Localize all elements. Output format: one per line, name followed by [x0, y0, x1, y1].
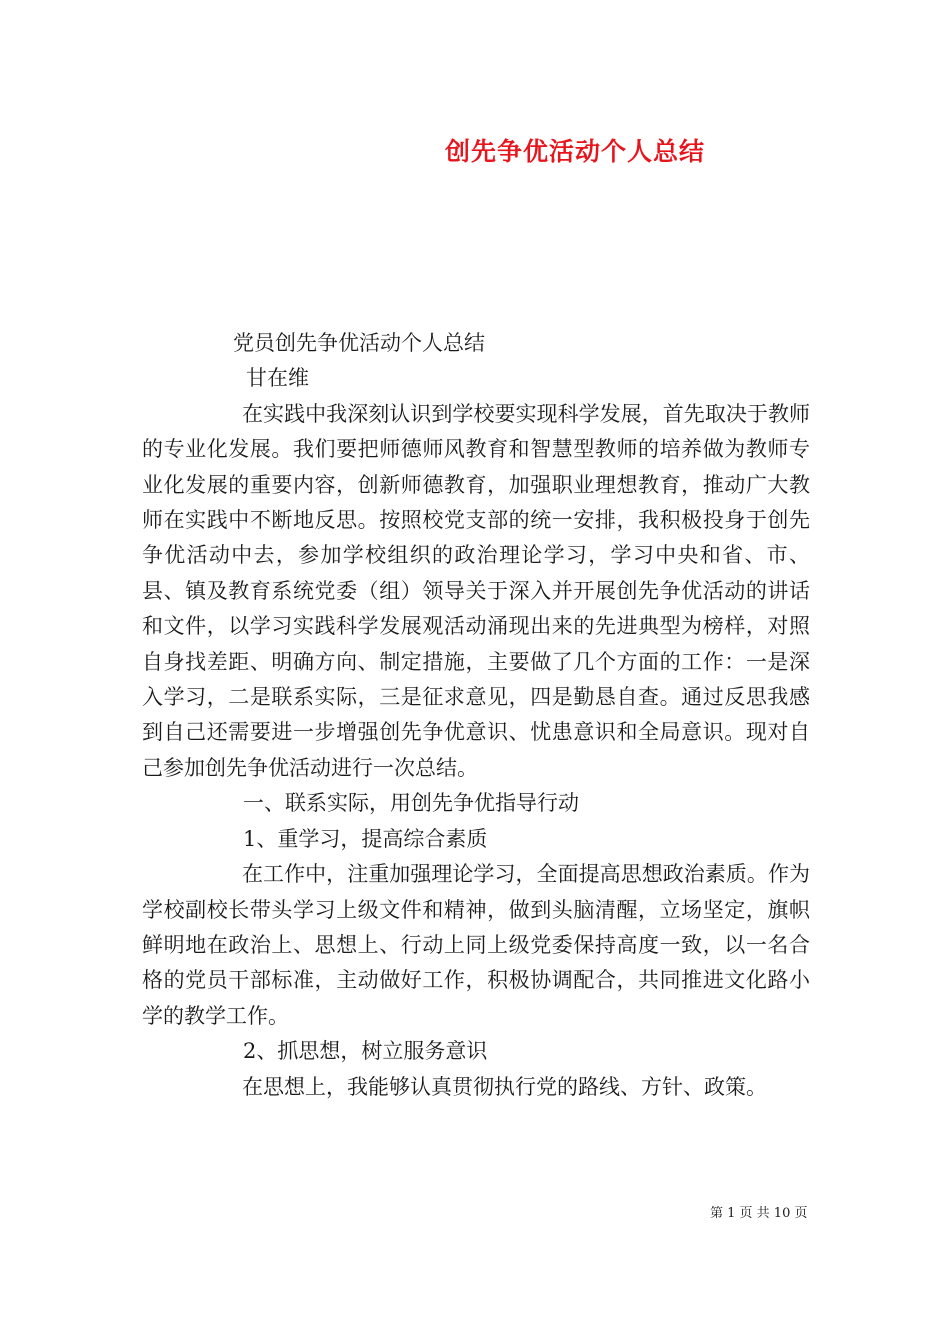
paragraph-intro: 在实践中我深刻认识到学校要实现科学发展，首先取决于教师的专业化发展。我们要把师德师风教育和智慧型教师的培养做为教师专业化发展的重要内容，创新师德教育，加强职业理想教育，推动广大教师在实践中不断地反思。按照校党支部的统一安排，我积极投身于创先争优活动中去，参加学校组织的政治理论学习，学习中央和省、市、县、镇及教育系统党委（组）领导关于深入并开展创先争优活动的讲话和文件，以学习实践科学发展观活动涌现出来的先进典型为榜样，对照自身找差距、明确方向、制定措施，主要做了几个方面的工作：一是深入学习，二是联系实际，三是征求意见，四是勤恳自查。通过反思我感到自己还需要进一步增强创先争优意识、忧患意识和全局意识。现对自己参加创先争优活动进行一次总结。: [142, 401, 810, 780]
paragraph-study: 在工作中，注重加强理论学习，全面提高思想政治素质。作为学校副校长带头学习上级文件和精神，做到头脑清醒，立场坚定，旗帜鲜明地在政治上、思想上、行动上同上级党委保持高度一致，以一名合格的党员干部标准，主动做好工作，积极协调配合，共同推进文化路小学的教学工作。: [142, 862, 810, 1028]
author-name: 甘在维: [246, 366, 309, 391]
document-subtitle: 党员创先争优活动个人总结: [233, 331, 485, 355]
paragraph-thought: 在思想上，我能够认真贯彻执行党的路线、方针、政策。: [242, 1074, 767, 1099]
section-heading-1: 一、联系实际，用创先争优指导行动: [243, 791, 579, 816]
page-number: 第 1 页 共 10 页: [710, 1206, 808, 1221]
subsection-heading-2: 2、抓思想，树立服务意识: [243, 1039, 488, 1064]
subsection-heading-1: 1、重学习，提高综合素质: [243, 826, 488, 851]
document-body: [142, 326, 810, 1105]
page-title: 创先争优活动个人总结: [445, 137, 706, 166]
